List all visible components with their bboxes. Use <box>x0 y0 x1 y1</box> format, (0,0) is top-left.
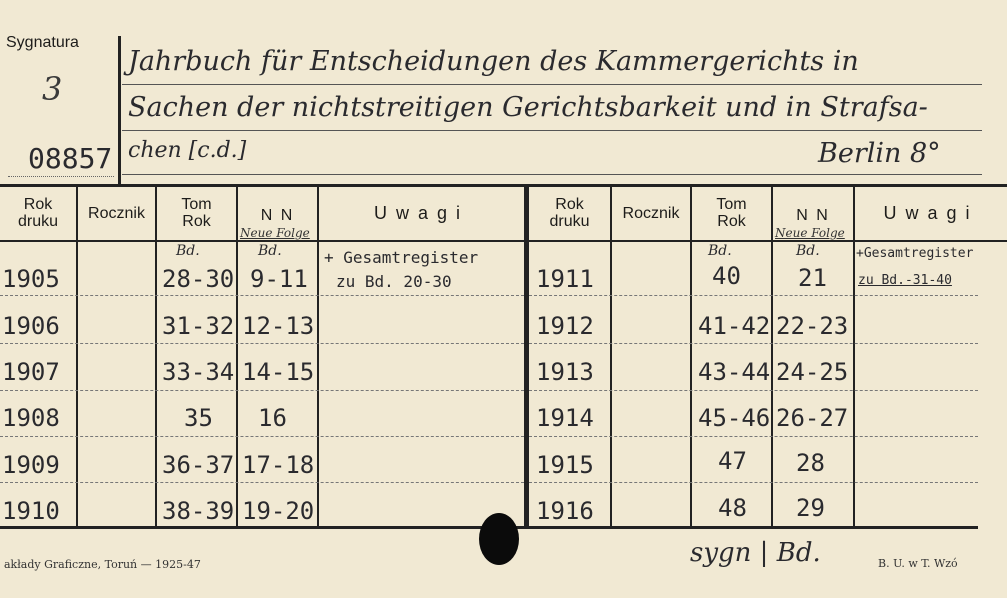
right-nn: 24-25 <box>776 358 849 386</box>
left-uwagi-note-1: + Gesamtregister <box>324 248 479 267</box>
punch-hole <box>479 513 519 565</box>
left-row-rule <box>0 295 524 296</box>
table-top-rule <box>0 184 1007 187</box>
left-row-rule <box>0 390 524 391</box>
right-uwagi-note-2: zu Bd.-31-40 <box>858 273 952 288</box>
left-header-rok-druku: Rok druku <box>17 196 59 230</box>
left-tom: 36-37 <box>162 451 235 479</box>
right-col-line-4 <box>853 186 855 527</box>
right-tom: 47 <box>718 447 747 475</box>
signature-label: Sygnatura <box>6 34 79 51</box>
right-year: 1912 <box>536 312 594 340</box>
left-tom: 38-39 <box>162 497 235 525</box>
right-year: 1916 <box>536 497 594 525</box>
left-uwagi-note-2: zu Bd. 20-30 <box>336 272 452 291</box>
left-col-line-3 <box>236 186 238 527</box>
right-row-rule <box>529 436 978 437</box>
right-uwagi-note-1: +Gesamtregister <box>856 246 974 261</box>
left-nn: 17-18 <box>242 451 315 479</box>
right-nn: 26-27 <box>776 404 849 432</box>
left-col-line-1 <box>76 186 78 527</box>
left-row-rule <box>0 343 524 344</box>
right-header-uwagi: Uwagi <box>883 203 979 223</box>
table-header-rule <box>0 240 1007 242</box>
left-nn: 19-20 <box>242 497 315 525</box>
right-col-line-2 <box>690 186 692 527</box>
left-tom: 31-32 <box>162 312 235 340</box>
left-header-tom-rok: Tom Rok <box>181 196 212 230</box>
left-nn: 14-15 <box>242 358 315 386</box>
right-row-rule <box>529 482 978 483</box>
signature-number: 3 <box>42 70 63 108</box>
title-line-2: Sachen der nichtstreitigen Gerichtsbarkeit und in Strafsa- <box>128 92 928 123</box>
right-year: 1913 <box>536 358 594 386</box>
right-tom: 40 <box>712 262 741 290</box>
left-bd-label-tom: Bd. <box>176 243 200 259</box>
center-divider <box>524 186 529 527</box>
left-tom: 28-30 <box>162 265 235 293</box>
left-tom: 35 <box>184 404 213 432</box>
left-nn: 12-13 <box>242 312 315 340</box>
left-nn: 16 <box>258 404 287 432</box>
left-col-line-4 <box>317 186 319 527</box>
right-year: 1914 <box>536 404 594 432</box>
right-row-rule <box>529 390 978 391</box>
left-row-rule <box>0 436 524 437</box>
right-tom: 48 <box>718 494 747 522</box>
right-nn: 29 <box>796 494 825 522</box>
right-year: 1911 <box>536 265 594 293</box>
signature-underline <box>8 176 114 178</box>
right-col-line-3 <box>771 186 773 527</box>
right-nn: 28 <box>796 449 825 477</box>
right-header-rocznik: Rocznik <box>622 205 680 222</box>
left-bd-label-nn: Bd. <box>258 243 282 259</box>
left-year: 1909 <box>2 451 60 479</box>
right-bd-label-nn: Bd. <box>796 243 820 259</box>
left-header-uwagi: Uwagi <box>373 203 470 223</box>
right-bd-label-tom: Bd. <box>708 243 732 259</box>
right-year: 1915 <box>536 451 594 479</box>
title-line-3-left: chen [c.d.] <box>128 138 247 163</box>
left-col-line-2 <box>155 186 157 527</box>
footer-handwritten: sygn | Bd. <box>690 538 821 568</box>
right-row-rule <box>529 343 978 344</box>
right-col-line-1 <box>610 186 612 527</box>
right-header-nn-sub: Neue Folge <box>775 226 845 240</box>
left-header-nn: N N <box>260 207 295 224</box>
left-header-nn-sub: Neue Folge <box>240 226 310 240</box>
right-nn: 21 <box>798 264 827 292</box>
right-header-tom-rok: Tom Rok <box>716 196 747 230</box>
right-nn: 22-23 <box>776 312 849 340</box>
title-rule-3 <box>122 174 982 175</box>
left-year: 1910 <box>2 497 60 525</box>
right-header-nn: N N <box>796 207 830 224</box>
right-row-rule <box>529 295 978 296</box>
left-header-rocznik: Rocznik <box>88 205 145 222</box>
left-year: 1908 <box>2 404 60 432</box>
title-line-1: Jahrbuch für Entscheidungen des Kammergerichts in <box>128 46 859 77</box>
signature-code: 08857 <box>28 142 113 175</box>
right-tom: 41-42 <box>698 312 771 340</box>
left-year: 1907 <box>2 358 60 386</box>
header-separator <box>118 36 121 184</box>
footer-library: B. U. w T. Wzó <box>878 557 958 570</box>
right-tom: 43-44 <box>698 358 771 386</box>
right-header-rok-druku: Rok druku <box>549 196 590 230</box>
title-line-3-right: Berlin 8° <box>818 138 941 169</box>
right-tom: 45-46 <box>698 404 771 432</box>
left-tom: 33-34 <box>162 358 235 386</box>
title-rule-2 <box>122 130 982 131</box>
left-year: 1906 <box>2 312 60 340</box>
left-year: 1905 <box>2 265 60 293</box>
left-nn: 9-11 <box>250 265 308 293</box>
left-row-rule <box>0 482 524 483</box>
footer-printer: akłady Graficzne, Toruń — 1925-47 <box>4 558 201 571</box>
title-rule-1 <box>122 84 982 85</box>
